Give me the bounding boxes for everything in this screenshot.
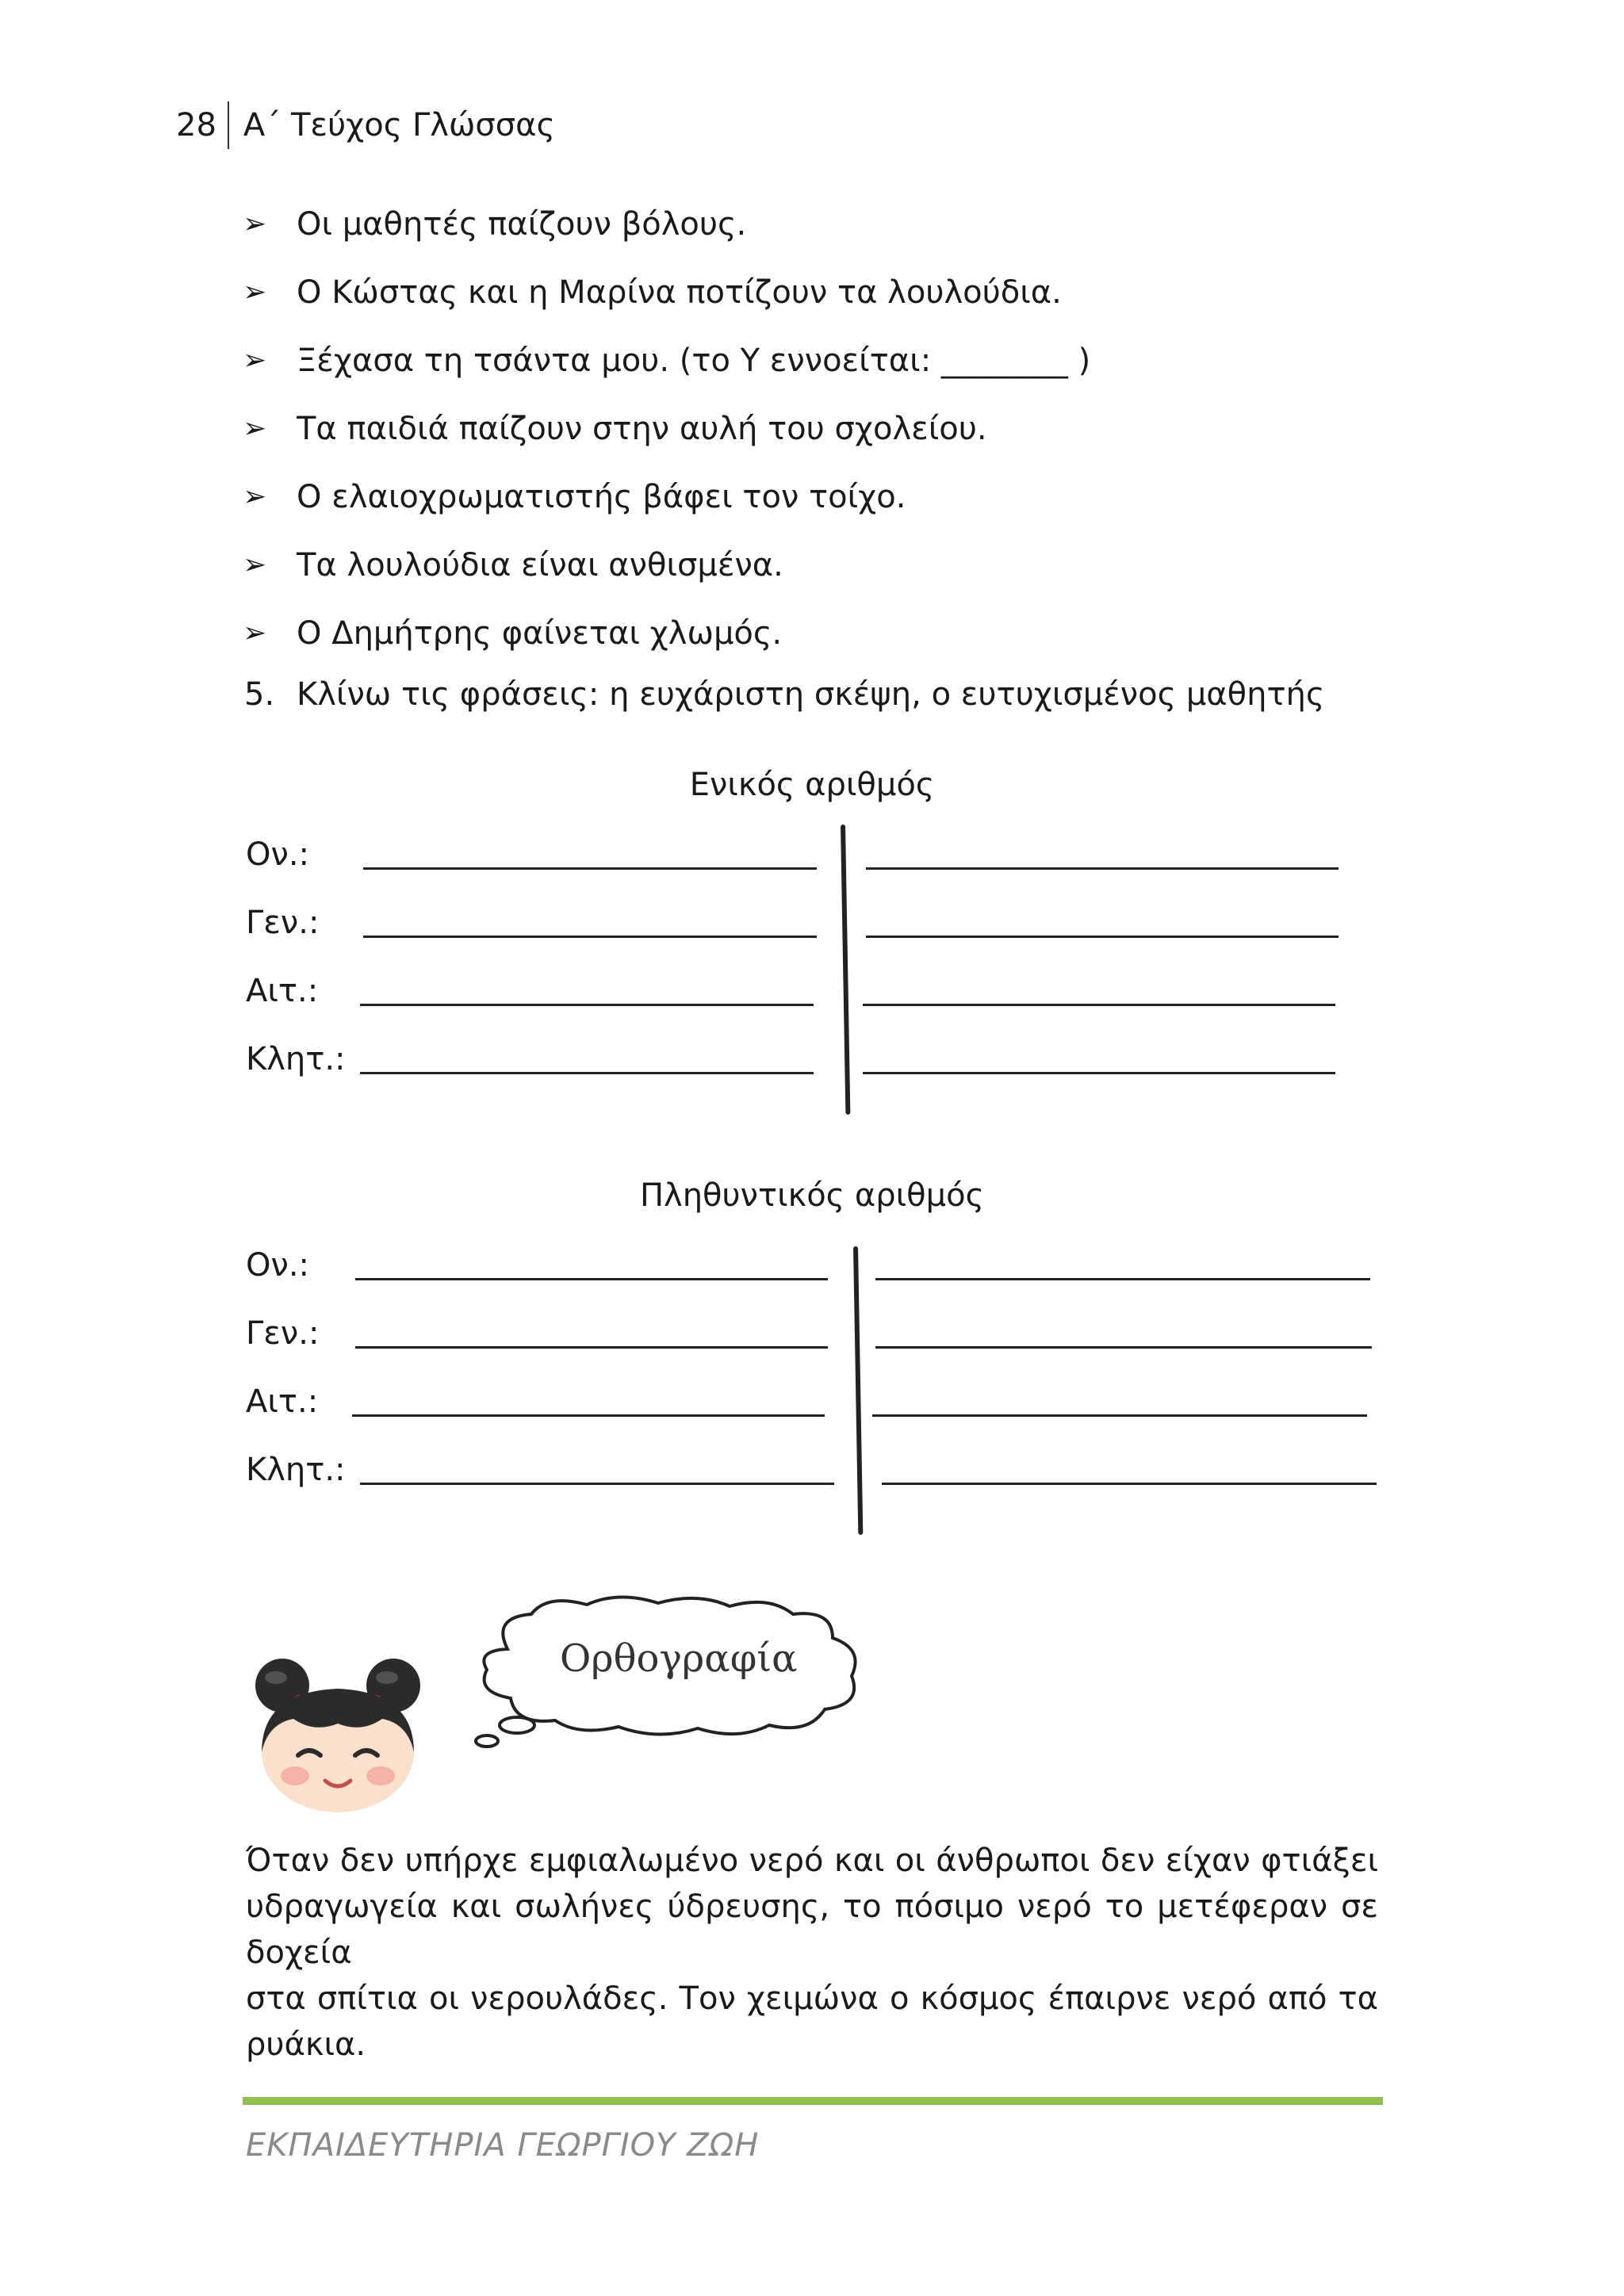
answer-line[interactable] [875, 1346, 1372, 1349]
arrow-bullet-icon: ➢ [243, 549, 267, 581]
page-header [176, 101, 555, 149]
plural-title: Πληθυντικός αριθμός [639, 1177, 985, 1214]
answer-line[interactable] [872, 1414, 1367, 1417]
task-number: 5. [244, 676, 275, 713]
spelling-paragraph [246, 1838, 1378, 2068]
arrow-bullet-icon: ➢ [243, 276, 267, 308]
sentence-text: Τα λουλούδια είναι ανθισμένα. [297, 547, 783, 584]
sentence-text: Ο Κώστας και η Μαρίνα ποτίζουν τα λουλούδια. [297, 274, 1062, 311]
page-number: 28 [176, 107, 216, 144]
arrow-bullet-icon: ➢ [243, 208, 267, 240]
header-title: Α΄ Τεύχος Γλώσσας [243, 107, 555, 144]
sentence-text: Ο Δημήτρης φαίνεται χλωμός. [297, 615, 783, 652]
singular-case-accusative: Αιτ.: [246, 973, 319, 1009]
paragraph-line: στα σπίτια οι νερουλάδες. Τον χειμώνα ο κόσμος έπαιρνε νερό από τα ρυάκια. [246, 1980, 1378, 2063]
list-item [243, 190, 1090, 258]
list-item [243, 258, 1090, 327]
singular-case-genitive: Γεν.: [246, 905, 320, 941]
footer-divider [243, 2097, 1383, 2105]
plural-case-accusative: Αιτ.: [246, 1383, 319, 1420]
paragraph-line: υδραγωγεία και σωλήνες ύδρευσης, το πόσιμο νερό το μετέφεραν σε δοχεία [246, 1888, 1378, 1971]
answer-line[interactable] [363, 936, 817, 938]
list-item [243, 531, 1090, 599]
answer-line[interactable] [882, 1483, 1377, 1485]
spelling-label: Ορθογραφία [560, 1636, 798, 1681]
answer-line[interactable] [360, 1004, 814, 1006]
answer-line[interactable] [363, 867, 817, 870]
footer-text: ΕΚΠΑΙΔΕΥΤΗΡΙΑ ΓΕΩΡΓΙΟΥ ΖΩΗ [246, 2127, 760, 2164]
answer-line[interactable] [866, 936, 1339, 938]
answer-line[interactable] [866, 867, 1339, 870]
answer-line[interactable] [360, 1072, 814, 1074]
column-divider [841, 825, 850, 1115]
list-item [243, 395, 1090, 463]
arrow-bullet-icon: ➢ [243, 412, 267, 445]
plural-case-nominative: Ον.: [246, 1247, 310, 1284]
plural-case-genitive: Γεν.: [246, 1315, 320, 1352]
list-item [243, 599, 1090, 668]
answer-line[interactable] [863, 1004, 1335, 1006]
answer-line[interactable] [352, 1414, 825, 1417]
girl-mascot-icon [243, 1657, 433, 1816]
sentence-list [243, 190, 1090, 668]
column-divider [853, 1246, 863, 1535]
sentence-text: Ξέχασα τη τσάντα μου. (το Υ εννοείται: ________ ) [297, 342, 1091, 379]
header-divider [228, 101, 229, 149]
arrow-bullet-icon: ➢ [243, 617, 267, 649]
sentence-text: Ο ελαιοχρωματιστής βάφει τον τοίχο. [297, 479, 906, 515]
singular-title: Ενικός αριθμός [689, 767, 935, 803]
list-item [243, 463, 1090, 531]
answer-line[interactable] [360, 1483, 834, 1485]
task-text: Κλίνω τις φράσεις: η ευχάριστη σκέψη, ο ευτυχισμένος μαθητής [297, 676, 1325, 713]
singular-case-nominative: Ον.: [246, 836, 310, 873]
list-item [243, 327, 1090, 395]
answer-line[interactable] [875, 1278, 1370, 1280]
plural-case-vocative: Κλητ.: [246, 1452, 346, 1488]
answer-line[interactable] [863, 1072, 1335, 1074]
sentence-text: Τα παιδιά παίζουν στην αυλή του σχολείου. [297, 411, 987, 447]
answer-line[interactable] [355, 1278, 828, 1280]
sentence-text: Οι μαθητές παίζουν βόλους. [297, 206, 747, 243]
arrow-bullet-icon: ➢ [243, 344, 267, 377]
arrow-bullet-icon: ➢ [243, 480, 267, 513]
answer-line[interactable] [355, 1346, 828, 1349]
task-instruction [244, 671, 1324, 718]
paragraph-line: Όταν δεν υπήρχε εμφιαλωμένο νερό και οι άνθρωποι δεν είχαν φτιάξει [246, 1843, 1378, 1879]
singular-case-vocative: Κλητ.: [246, 1041, 346, 1077]
